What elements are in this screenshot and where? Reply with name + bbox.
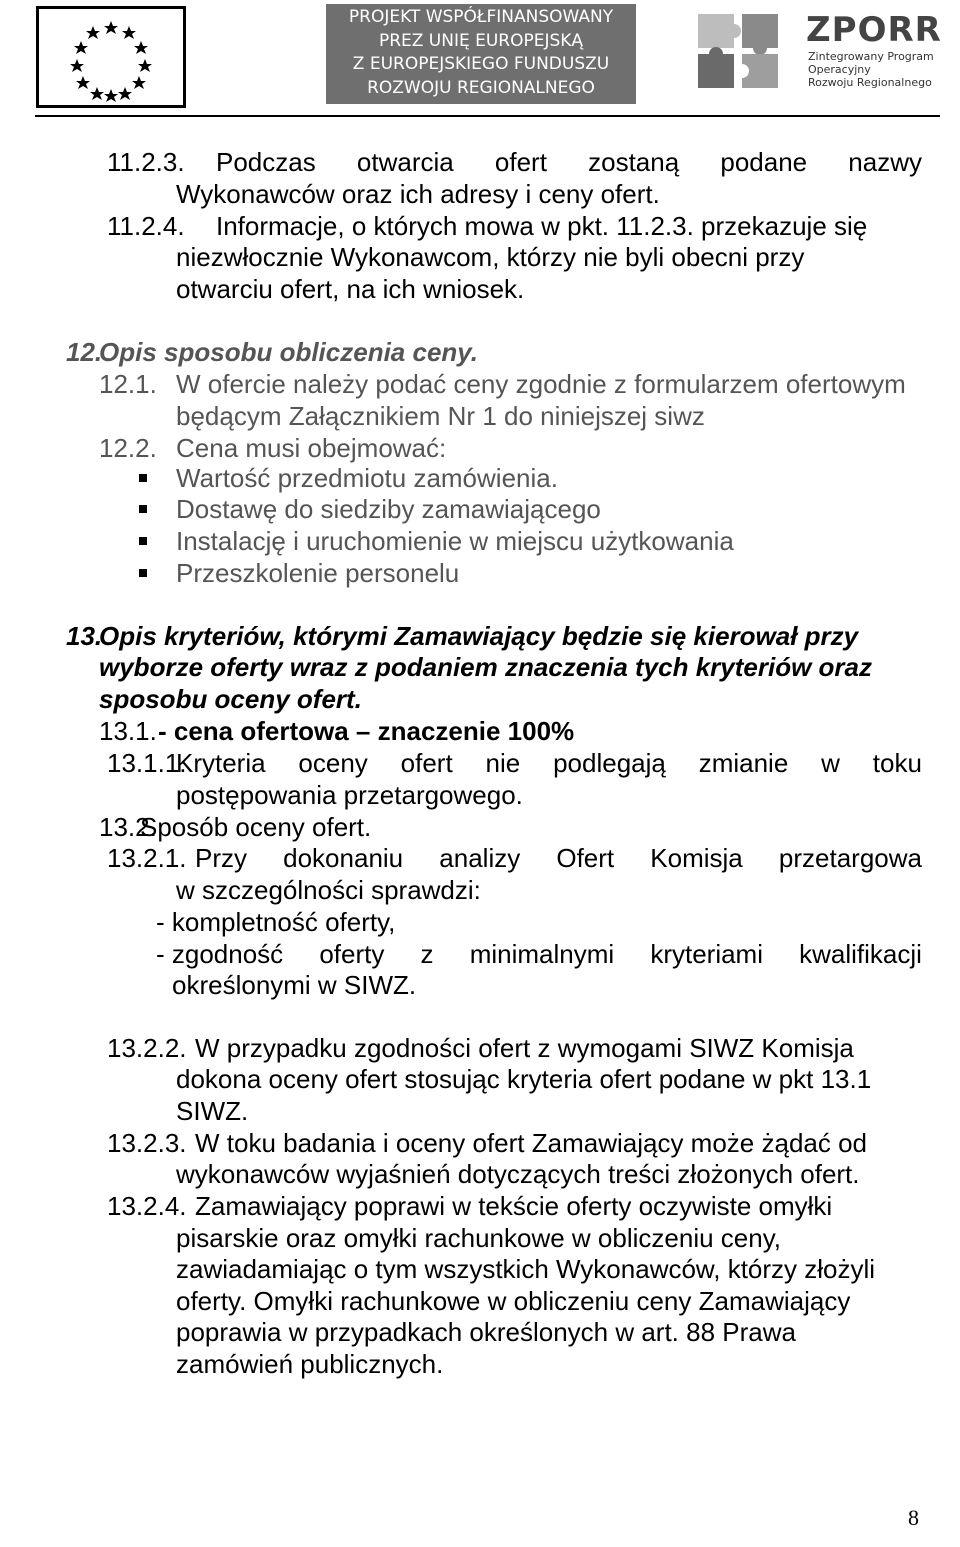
- section-number: 13.2.3.: [107, 1128, 187, 1158]
- list-item: [156, 938, 922, 970]
- word: oceny: [298, 748, 368, 778]
- puzzle-icon: [690, 6, 800, 96]
- logo-subtitle-line: Zintegrowany Program: [808, 50, 934, 63]
- bullet-item: Przeszkolenie personelu: [176, 558, 460, 588]
- word: z: [420, 939, 434, 969]
- paragraph-line: Informacje, o których mowa w pkt. 11.2.3. przekazuje się: [216, 211, 868, 241]
- word: podlegają: [553, 748, 666, 778]
- paragraph-line: wykonawców wyjaśnień dotyczących treści złożonych ofert.: [176, 1159, 860, 1189]
- banner-line: Z EUROPEJSKIEGO FUNDUSZU: [352, 54, 610, 74]
- word: toku: [872, 748, 922, 778]
- paragraph-line: W przypadku zgodności ofert z wymogami SIWZ Komisja: [195, 1033, 854, 1063]
- logo-subtitle-line: Rozwoju Regionalnego: [808, 76, 932, 89]
- paragraph-line: Zamawiający poprawi w tekście oferty oczywiste omyłki: [195, 1191, 833, 1221]
- paragraph-line: oferty. Omyłki rachunkowe w obliczeniu ceny Zamawiający: [176, 1286, 851, 1316]
- paragraph-line: poprawia w przypadkach określonych w art. 88 Prawa: [176, 1317, 796, 1347]
- bullet-item: Instalację i uruchomienie w miejscu użytkowania: [176, 526, 734, 556]
- paragraph-line: będącym Załącznikiem Nr 1 do niniejszej siwz: [176, 401, 705, 431]
- word: analizy: [439, 843, 521, 873]
- banner-line: PREZ UNIĘ EUROPEJSKĄ: [378, 30, 584, 51]
- section-number: 12.: [66, 337, 103, 367]
- word: - zgodność: [156, 939, 284, 969]
- word: Kryteria: [176, 748, 266, 778]
- section-number: 13.2.2.: [107, 1033, 187, 1063]
- paragraph-line: w szczególności sprawdzi:: [176, 875, 481, 905]
- word: w: [821, 748, 840, 778]
- banner-line: ROZWOJU REGIONALNEGO: [367, 77, 595, 98]
- word: otwarcia: [356, 147, 454, 177]
- paragraph-line: Cena musi obejmować:: [176, 433, 447, 463]
- bullet-square-icon: [139, 537, 147, 545]
- section-number: 13.: [66, 621, 103, 651]
- list-item: określonymi w SIWZ.: [172, 970, 417, 1000]
- logo-subtitle: [808, 50, 934, 89]
- document-header: [0, 0, 960, 120]
- bullet-item: Wartość przedmiotu zamówienia.: [176, 463, 558, 493]
- logo-title: ZPORR: [806, 10, 942, 50]
- paragraph-line: zawiadamiając o tym wszystkich Wykonawców, którzy złożyli: [176, 1254, 876, 1284]
- word: ofert: [494, 147, 547, 177]
- section-number: 13.2.4.: [107, 1191, 187, 1221]
- word: ofert: [400, 748, 453, 778]
- bullet-item: Dostawę do siedziby zamawiającego: [176, 494, 601, 524]
- bullet-square-icon: [139, 569, 147, 577]
- word: kryteriami: [650, 939, 763, 969]
- paragraph-line: postępowania przetargowego.: [176, 780, 523, 810]
- paragraph-line: otwarciu ofert, na ich wniosek.: [176, 274, 525, 304]
- bullet-square-icon: [139, 505, 147, 513]
- zporr-logo: [690, 6, 940, 96]
- word: dokonaniu: [283, 843, 404, 873]
- word: kwalifikacji: [799, 939, 922, 969]
- paragraph-line: - cena ofertowa – znaczenie 100%: [158, 716, 575, 746]
- section-title: Opis sposobu obliczenia ceny.: [99, 337, 479, 367]
- paragraph-line: W ofercie należy podać ceny zgodnie z formularzem ofertowym: [176, 369, 906, 399]
- logo-subtitle-line: Operacyjny: [808, 63, 871, 76]
- eu-flag-icon: [36, 6, 186, 108]
- section-number: 12.2.: [99, 433, 157, 463]
- word: zostaną: [588, 147, 680, 177]
- paragraph-line: SIWZ.: [176, 1096, 249, 1126]
- paragraph-line: W toku badania i oceny ofert Zamawiający może żądać od: [195, 1128, 868, 1158]
- word: nie: [485, 748, 521, 778]
- paragraph-line: pisarskie oraz omyłki rachunkowe w obliczeniu ceny,: [176, 1223, 781, 1253]
- section-number: 13.1.: [99, 716, 157, 746]
- paragraph-line: Sposób oceny ofert.: [140, 812, 372, 842]
- section-number: 12.1.: [99, 369, 157, 399]
- header-divider: [35, 115, 940, 117]
- word: zmianie: [698, 748, 789, 778]
- paragraph-line: zamówień publicznych.: [176, 1349, 444, 1379]
- section-title: sposobu oceny ofert.: [99, 684, 362, 714]
- paragraph-line: [176, 747, 922, 779]
- section-title: wyborze oferty wraz z podaniem znaczenia tych kryteriów oraz: [99, 652, 872, 682]
- banner-line: PROJEKT WSPÓŁFINANSOWANY: [348, 7, 614, 27]
- paragraph-line: [216, 146, 922, 178]
- section-number: 11.2.3.: [107, 147, 185, 177]
- word: minimalnymi: [469, 939, 615, 969]
- paragraph-line: dokona oceny ofert stosując kryteria ofert podane w pkt 13.1: [176, 1064, 872, 1094]
- word: podane: [720, 147, 808, 177]
- section-number: 13.1.1.: [107, 748, 187, 778]
- word: Komisja: [650, 843, 743, 873]
- section-title: Opis kryteriów, którymi Zamawiający będzie się kierował przy: [99, 621, 859, 651]
- paragraph-line: Wykonawców oraz ich adresy i ceny ofert.: [176, 179, 660, 209]
- section-number: 13.2.: [99, 812, 157, 842]
- paragraph-line: niezwłocznie Wykonawcom, którzy nie byli obecni przy: [176, 242, 805, 272]
- word: Przy: [195, 843, 247, 873]
- word: nazwy: [848, 147, 922, 177]
- list-item: - kompletność oferty,: [156, 907, 396, 937]
- word: Podczas: [216, 147, 316, 177]
- bullet-square-icon: [139, 474, 147, 482]
- section-number: 11.2.4.: [107, 211, 185, 241]
- section-number: 13.2.1.: [107, 843, 187, 873]
- word: przetargowa: [778, 843, 922, 873]
- word: Ofert: [556, 843, 615, 873]
- paragraph-line: [195, 842, 922, 874]
- page-number: 8: [908, 1505, 919, 1530]
- cofinancing-banner: [326, 4, 636, 104]
- word: oferty: [319, 939, 385, 969]
